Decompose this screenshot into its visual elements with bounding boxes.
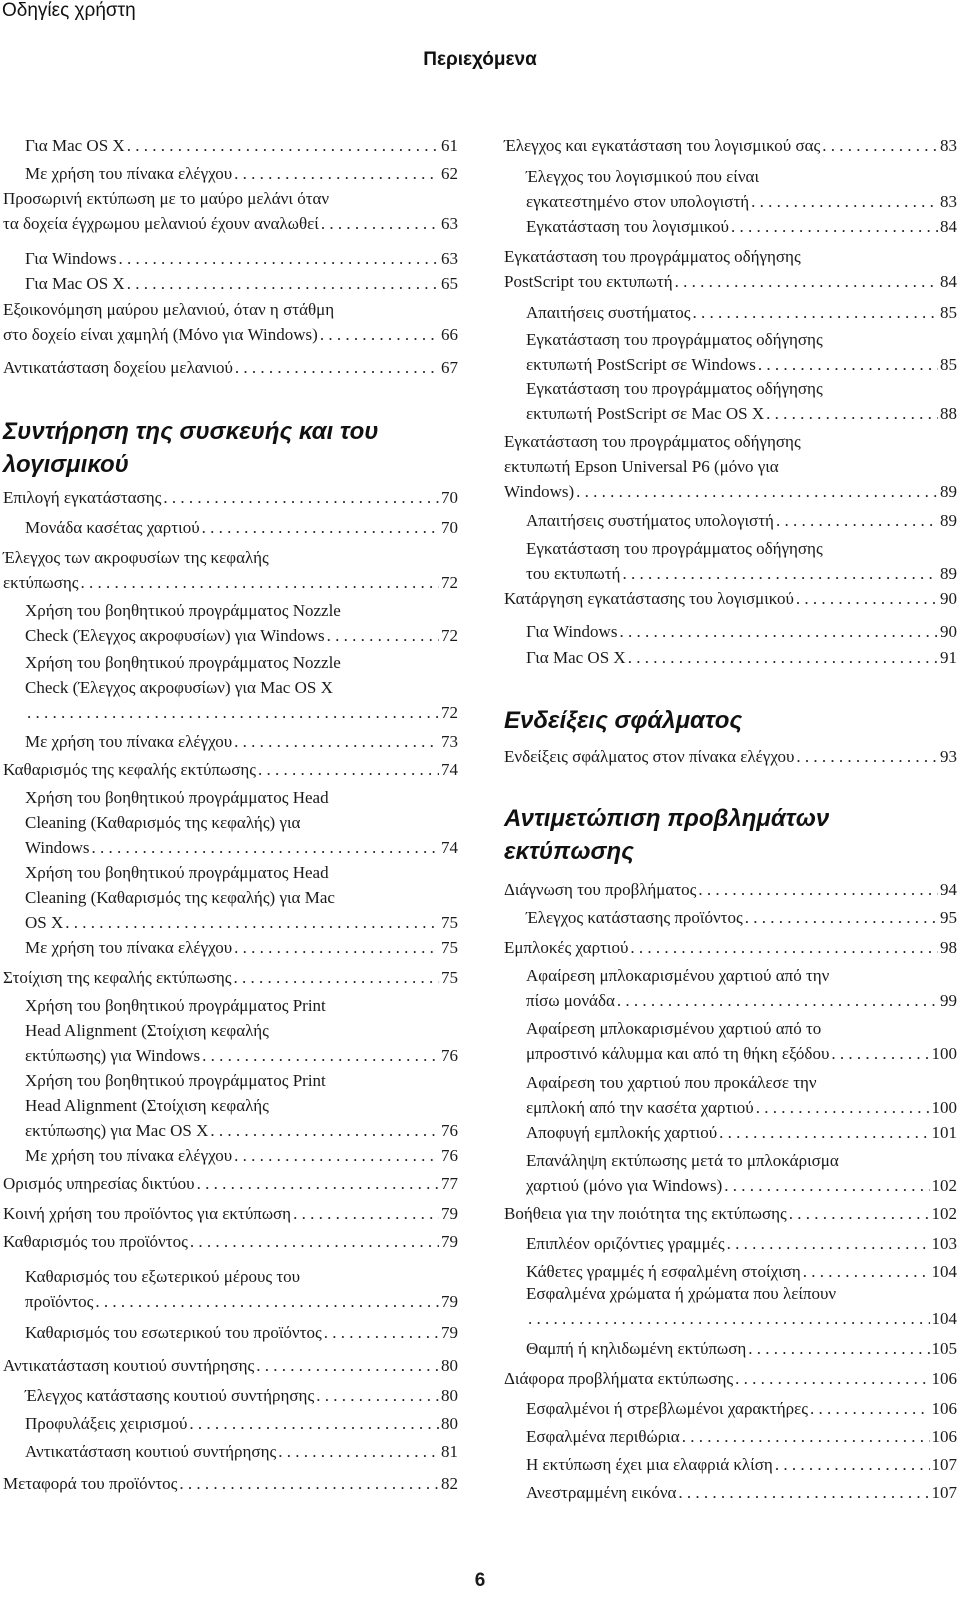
dot-leader — [89, 835, 439, 860]
toc-entry-text: Αφαίρεση του χαρτιού που προκάλεσε την — [526, 1073, 817, 1092]
dot-leader — [319, 211, 439, 236]
toc-entry[interactable] — [3, 161, 458, 186]
toc-page-number: 76 — [441, 1146, 458, 1165]
dot-leader — [195, 1171, 439, 1196]
toc-entry-text: Windows — [25, 838, 90, 857]
toc-page-number: 94 — [940, 880, 957, 899]
toc-page-number: 72 — [441, 573, 458, 592]
toc-entry-text: στο δοχείο είναι χαμηλή (Μόνο για Windows) — [3, 325, 318, 344]
dot-leader — [232, 729, 439, 754]
toc-entry-text: Βοήθεια για την ποιότητα της εκτύπωσης — [504, 1204, 787, 1223]
dot-leader — [729, 214, 938, 239]
toc-entry-text: Επανάληψη εκτύπωσης μετά το μπλοκάρισμα — [526, 1151, 839, 1170]
toc-page-number: 80 — [441, 1356, 458, 1375]
toc-page-number: 82 — [441, 1474, 458, 1493]
toc-entry[interactable] — [3, 1353, 458, 1378]
toc-page-number: 75 — [441, 968, 458, 987]
toc-page-number: 91 — [940, 648, 957, 667]
dot-leader — [749, 189, 938, 214]
toc-entry[interactable] — [3, 545, 458, 595]
dot-leader — [232, 1143, 439, 1168]
toc-page-number: 89 — [940, 564, 957, 583]
toc-entry[interactable] — [504, 1120, 957, 1145]
toc-entry-text: Ορισμός υπηρεσίας δικτύου — [3, 1174, 195, 1193]
toc-entry-text: Ανεστραμμένη εικόνα — [526, 1483, 677, 1502]
toc-page-number: 74 — [441, 760, 458, 779]
toc-page-number: 107 — [931, 1483, 957, 1502]
toc-entry-text: Καθαρισμός της κεφαλής εκτύπωσης — [3, 760, 257, 779]
dot-leader — [79, 570, 439, 595]
toc-entry[interactable] — [504, 376, 957, 426]
toc-page-number: 84 — [940, 217, 957, 236]
dot-leader — [617, 619, 938, 644]
toc-entry-text: Cleaning (Καθαρισμός της κεφαλής) για Mac — [25, 888, 335, 907]
toc-entry-text: Κατάργηση εγκατάστασης του λογισμικού — [504, 589, 794, 608]
toc-entry-text: Προσωρινή εκτύπωση με το μαύρο μελάνι όταν — [3, 189, 330, 208]
toc-entry-text: Χρήση του βοηθητικού προγράμματος Nozzle — [25, 601, 341, 620]
toc-page-number: 103 — [931, 1234, 957, 1253]
toc-page-number: 63 — [441, 249, 458, 268]
dot-leader — [673, 269, 938, 294]
toc-entry[interactable] — [3, 1411, 458, 1436]
toc-page-number: 70 — [441, 488, 458, 507]
dot-leader — [725, 1231, 930, 1256]
toc-entry-text: Cleaning (Καθαρισμός της κεφαλής) για — [25, 813, 301, 832]
toc-entry[interactable] — [504, 1396, 957, 1421]
toc-entry-text: Προφυλάξεις χειρισμού — [25, 1414, 188, 1433]
toc-page-number: 89 — [940, 482, 957, 501]
toc-page-number: 72 — [441, 703, 458, 722]
dot-leader — [200, 515, 439, 540]
dot-leader — [63, 910, 439, 935]
toc-entry-text: Εγκατάσταση του προγράμματος οδήγησης — [526, 330, 823, 349]
dot-leader — [125, 133, 439, 158]
toc-page-number: 70 — [441, 518, 458, 537]
toc-entry[interactable] — [3, 246, 458, 271]
toc-entry[interactable] — [504, 300, 957, 325]
toc-entry-text: Head Alignment (Στοίχιση κεφαλής — [25, 1096, 269, 1115]
page-title: Περιεχόμενα — [423, 49, 537, 70]
toc-entry-text: Απαιτήσεις συστήματος — [526, 303, 691, 322]
dot-leader — [325, 623, 439, 648]
dot-leader — [314, 1383, 439, 1408]
dot-leader — [232, 935, 439, 960]
toc-entry-text: μπροστινό κάλυμμα και από τη θήκη εξόδου — [526, 1044, 830, 1063]
toc-entry-text: Εγκατάσταση του λογισμικού — [526, 217, 729, 236]
toc-page-number: 65 — [441, 274, 458, 293]
toc-entry-text: Κάθετες γραμμές ή εσφαλμένη στοίχιση — [526, 1262, 801, 1281]
toc-entry-text: Εσφαλμένα χρώματα ή χρώματα που λείπουν — [526, 1284, 837, 1303]
toc-page-number: 100 — [931, 1098, 957, 1117]
toc-entry-text: Αντικατάσταση κουτιού συντήρησης — [3, 1356, 255, 1375]
toc-entry-text: Για Windows — [526, 622, 618, 641]
toc-entry[interactable] — [504, 214, 957, 239]
toc-entry[interactable] — [504, 1480, 957, 1505]
toc-entry-text: Αντικατάσταση δοχείου μελανιού — [3, 358, 233, 377]
toc-page-number: 80 — [441, 1414, 458, 1433]
toc-entry-text: Χρήση του βοηθητικού προγράμματος Print — [25, 996, 326, 1015]
toc-page-number: 98 — [940, 938, 957, 957]
toc-entry-text: του εκτυπωτή — [526, 564, 621, 583]
toc-entry-text: Διάφορα προβλήματα εκτύπωσης — [504, 1369, 734, 1388]
toc-entry[interactable] — [504, 1424, 957, 1449]
toc-page-number: 107 — [931, 1455, 957, 1474]
toc-entry[interactable] — [504, 1281, 957, 1331]
toc-page-number: 83 — [940, 136, 957, 155]
toc-entry[interactable] — [504, 1070, 957, 1120]
toc-entry[interactable] — [3, 133, 458, 158]
toc-entry-text: Εγκατάσταση του προγράμματος οδήγησης — [504, 432, 801, 451]
toc-entry[interactable] — [3, 650, 458, 725]
toc-entry-text: Εμπλοκές χαρτιού — [504, 938, 629, 957]
dot-leader — [232, 161, 439, 186]
toc-entry-text: Έλεγχος των ακροφυσίων της κεφαλής — [3, 548, 269, 567]
dot-leader — [756, 352, 938, 377]
toc-entry-text: Στοίχιση της κεφαλής εκτύπωσης — [3, 968, 232, 987]
toc-entry-text: Εσφαλμένα περιθώρια — [526, 1427, 680, 1446]
toc-entry[interactable] — [3, 757, 458, 782]
toc-entry[interactable] — [504, 1452, 957, 1477]
dot-leader — [116, 246, 439, 271]
dot-leader — [177, 1471, 439, 1496]
toc-entry-text: Κοινή χρήση του προϊόντος για εκτύπωση — [3, 1204, 292, 1223]
toc-entry-text: Χρήση του βοηθητικού προγράμματος Head — [25, 788, 329, 807]
toc-entry-text: εκτύπωσης — [3, 573, 79, 592]
toc-entry[interactable] — [3, 271, 458, 296]
toc-page-number: 77 — [441, 1174, 458, 1193]
toc-entry-text: εμπλοκή από την κασέτα χαρτιού — [526, 1098, 754, 1117]
dot-leader — [773, 1452, 930, 1477]
toc-entry[interactable] — [504, 1231, 957, 1256]
toc-entry[interactable] — [504, 877, 957, 902]
toc-page-number: 106 — [931, 1369, 957, 1388]
toc-entry-text: Εσφαλμένοι ή στρεβλωμένοι χαρακτήρες — [526, 1399, 808, 1418]
dot-leader — [276, 1439, 439, 1464]
toc-entry[interactable] — [504, 619, 957, 644]
toc-entry[interactable] — [3, 1439, 458, 1464]
toc-entry-text: Εγκατάσταση του προγράμματος οδήγησης — [526, 379, 823, 398]
dot-leader — [208, 1118, 439, 1143]
dot-leader — [615, 988, 938, 1013]
toc-page-number: 79 — [441, 1323, 458, 1342]
toc-entry-text: Για Mac OS X — [25, 136, 125, 155]
toc-page-number: 95 — [940, 908, 957, 927]
toc-entry-text: Head Alignment (Στοίχιση κεφαλής — [25, 1021, 269, 1040]
toc-entry-text: OS X — [25, 913, 64, 932]
toc-entry-text: Για Windows — [25, 249, 117, 268]
toc-entry-text: Για Mac OS X — [526, 648, 626, 667]
toc-page-number: 85 — [940, 355, 957, 374]
toc-entry[interactable] — [3, 1229, 458, 1254]
toc-entry-text: Check (Έλεγχος ακροφυσίων) για Windows — [25, 626, 325, 645]
toc-page-number: 79 — [441, 1232, 458, 1251]
dot-leader — [746, 1336, 929, 1361]
toc-entry-text: Επιλογή εγκατάστασης — [3, 488, 162, 507]
dot-leader — [820, 133, 938, 158]
toc-page-number: 74 — [441, 838, 458, 857]
toc-entry[interactable] — [504, 244, 957, 294]
toc-entry-text: Η εκτύπωση έχει μια ελαφριά κλίση — [526, 1455, 773, 1474]
toc-entry[interactable] — [3, 860, 458, 935]
dot-leader — [717, 1120, 929, 1145]
toc-page-number: 100 — [931, 1044, 957, 1063]
toc-entry-text: Μεταφορά του προϊόντος — [3, 1474, 178, 1493]
dot-leader — [743, 905, 938, 930]
toc-page-number: 81 — [441, 1442, 458, 1461]
toc-page-number: 90 — [940, 589, 957, 608]
toc-entry-text: Check (Έλεγχος ακροφυσίων) για Mac OS X — [25, 678, 333, 697]
dot-leader — [680, 1424, 930, 1449]
dot-leader — [125, 271, 439, 296]
dot-leader — [808, 1396, 930, 1421]
dot-leader — [291, 1201, 439, 1226]
dot-leader — [676, 1480, 929, 1505]
toc-entry[interactable] — [504, 133, 957, 158]
toc-entry-text: εκτύπωσης) για Mac OS X — [25, 1121, 209, 1140]
toc-entry[interactable] — [504, 905, 957, 930]
toc-entry-text: τα δοχεία έγχρωμου μελανιού έχουν αναλωθεί — [3, 214, 319, 233]
toc-entry-text: Για Mac OS X — [25, 274, 125, 293]
dot-leader — [161, 485, 439, 510]
dot-leader — [233, 355, 439, 380]
toc-page-number: 102 — [931, 1176, 957, 1195]
toc-entry[interactable] — [3, 515, 458, 540]
toc-entry-text: Επιπλέον οριζόντιες γραμμές — [526, 1234, 725, 1253]
toc-entry[interactable] — [3, 993, 458, 1068]
toc-entry-text: Χρήση του βοηθητικού προγράμματος Head — [25, 863, 329, 882]
toc-entry[interactable] — [504, 327, 957, 377]
toc-entry-text: εκτυπωτή PostScript σε Windows — [526, 355, 756, 374]
toc-entry[interactable] — [504, 164, 957, 214]
dot-leader — [620, 561, 938, 586]
toc-entry-text: Αποφυγή εμπλοκής χαρτιού — [526, 1123, 718, 1142]
toc-page-number: 90 — [940, 622, 957, 641]
toc-entry[interactable] — [3, 965, 458, 990]
toc-page-number: 99 — [940, 991, 957, 1010]
toc-page-number: 89 — [940, 511, 957, 530]
toc-entry[interactable] — [3, 785, 458, 860]
toc-page-number: 106 — [931, 1427, 957, 1446]
toc-page-number: 62 — [441, 164, 458, 183]
toc-page-number: 66 — [441, 325, 458, 344]
toc-entry-text: Αφαίρεση μπλοκαρισμένου χαρτιού από το — [526, 1019, 822, 1038]
dot-leader — [25, 700, 439, 725]
toc-entry[interactable] — [3, 1201, 458, 1226]
toc-page-number: 101 — [931, 1123, 957, 1142]
toc-page-number: 75 — [441, 938, 458, 957]
toc-entry[interactable] — [3, 1320, 458, 1345]
toc-entry-text: Διάγνωση του προβλήματος — [504, 880, 697, 899]
toc-page-number: 106 — [931, 1399, 957, 1418]
toc-page-number: 85 — [940, 303, 957, 322]
toc-entry-text: Έλεγχος κατάστασης κουτιού συντήρησης — [25, 1386, 315, 1405]
toc-entry[interactable] — [504, 536, 957, 586]
dot-leader — [696, 877, 938, 902]
toc-entry-text: Μονάδα κασέτας χαρτιού — [25, 518, 200, 537]
toc-entry[interactable] — [3, 1171, 458, 1196]
dot-leader — [256, 757, 439, 782]
toc-entry-text: Χρήση του βοηθητικού προγράμματος Print — [25, 1071, 326, 1090]
toc-page-number: 83 — [940, 192, 957, 211]
toc-page-number: 67 — [441, 358, 458, 377]
toc-entry[interactable] — [504, 508, 957, 533]
toc-entry[interactable] — [3, 935, 458, 960]
toc-entry[interactable] — [3, 355, 458, 380]
toc-entry-text: προϊόντος — [25, 1292, 94, 1311]
dot-leader — [626, 645, 938, 670]
toc-entry-text: Αφαίρεση μπλοκαρισμένου χαρτιού από την — [526, 966, 830, 985]
toc-entry-text: Θαμπή ή κηλιδωμένη εκτύπωση — [526, 1339, 747, 1358]
dot-leader — [794, 586, 938, 611]
dot-leader — [690, 300, 938, 325]
toc-entry-text: Εγκατάσταση του προγράμματος οδήγησης — [526, 539, 823, 558]
toc-entry[interactable] — [504, 1016, 957, 1066]
toc-entry[interactable] — [504, 645, 957, 670]
toc-page-number: 75 — [441, 913, 458, 932]
dot-leader — [93, 1289, 439, 1314]
toc-entry[interactable] — [504, 1201, 957, 1226]
dot-leader — [829, 1041, 929, 1066]
toc-entry[interactable] — [3, 598, 458, 648]
toc-page-number: 84 — [940, 272, 957, 291]
dot-leader — [722, 1173, 929, 1198]
toc-entry-text: Καθαρισμός του εξωτερικού μέρους του — [25, 1267, 301, 1286]
toc-entry-text: Αντικατάσταση κουτιού συντήρησης — [25, 1442, 277, 1461]
toc-page-number: 88 — [940, 404, 957, 423]
toc-section-heading: Ενδείξεις σφάλματος — [504, 707, 743, 734]
toc-entry-text: Windows) — [504, 482, 575, 501]
toc-entry-text: Έλεγχος κατάστασης προϊόντος — [526, 908, 743, 927]
toc-page-number: 79 — [441, 1292, 458, 1311]
dot-leader — [188, 1229, 439, 1254]
toc-entry-text: Με χρήση του πίνακα ελέγχου — [25, 938, 233, 957]
toc-entry[interactable] — [3, 1383, 458, 1408]
dot-leader — [200, 1043, 439, 1068]
toc-entry-text: πίσω μονάδα — [526, 991, 615, 1010]
toc-entry-text: χαρτιού (μόνο για Windows) — [526, 1176, 723, 1195]
toc-page-number: 79 — [441, 1204, 458, 1223]
toc-entry-text: εγκατεστημένο στον υπολογιστή — [526, 192, 750, 211]
toc-entry-text: Έλεγχος και εγκατάσταση του λογισμικού σας — [504, 136, 821, 155]
toc-page-number: 104 — [931, 1262, 957, 1281]
dot-leader — [322, 1320, 439, 1345]
toc-entry[interactable] — [3, 1471, 458, 1496]
toc-entry[interactable] — [3, 485, 458, 510]
dot-leader — [628, 935, 938, 960]
toc-entry-text: Ενδείξεις σφάλματος στον πίνακα ελέγχου — [504, 747, 795, 766]
toc-page-number: 63 — [441, 214, 458, 233]
toc-entry-text: PostScript του εκτυπωτή — [504, 272, 673, 291]
page-number: 6 — [474, 1570, 486, 1591]
toc-entry[interactable] — [3, 297, 458, 347]
toc-entry[interactable] — [504, 1148, 957, 1198]
dot-leader — [764, 401, 938, 426]
toc-entry[interactable] — [504, 429, 957, 504]
toc-section-heading: Συντήρηση της συσκευής και του λογισμικού — [3, 418, 379, 478]
dot-leader — [254, 1353, 439, 1378]
toc-entry-text: εκτύπωσης) για Windows — [25, 1046, 201, 1065]
toc-entry[interactable] — [3, 729, 458, 754]
toc-page-number: 76 — [441, 1046, 458, 1065]
toc-page-number: 72 — [441, 626, 458, 645]
dot-leader — [318, 322, 439, 347]
toc-page-number: 104 — [931, 1309, 957, 1328]
dot-leader — [733, 1366, 929, 1391]
toc-page-number: 102 — [931, 1204, 957, 1223]
toc-page-number: 93 — [940, 747, 957, 766]
toc-entry[interactable] — [504, 586, 957, 611]
toc-entry-text: Με χρήση του πίνακα ελέγχου — [25, 164, 233, 183]
toc-entry[interactable] — [504, 1336, 957, 1361]
toc-page-number: 61 — [441, 136, 458, 155]
toc-entry[interactable] — [504, 744, 957, 769]
toc-entry[interactable] — [3, 1068, 458, 1143]
dot-leader — [794, 744, 938, 769]
toc-entry-text: Εγκατάσταση του προγράμματος οδήγησης — [504, 247, 801, 266]
dot-leader — [754, 1095, 930, 1120]
toc-entry-text: εκτυπωτή Epson Universal P6 (μόνο για — [504, 457, 779, 476]
toc-entry[interactable] — [3, 1143, 458, 1168]
toc-entry-text: Απαιτήσεις συστήματος υπολογιστή — [526, 511, 774, 530]
toc-entry-text: Καθαρισμός του εσωτερικού του προϊόντος — [25, 1323, 322, 1342]
toc-entry-text: Χρήση του βοηθητικού προγράμματος Nozzle — [25, 653, 341, 672]
toc-entry[interactable] — [504, 935, 957, 960]
document-title: Οδηγίες χρήστη — [2, 0, 136, 21]
dot-leader — [232, 965, 439, 990]
toc-entry-text: Με χρήση του πίνακα ελέγχου — [25, 1146, 233, 1165]
toc-page-number: 73 — [441, 732, 458, 751]
toc-section-heading: Αντιμετώπιση προβλημάτων εκτύπωσης — [504, 805, 830, 865]
toc-entry-text: Εξοικονόμηση μαύρου μελανιού, όταν η στάθμη — [3, 300, 335, 319]
toc-entry[interactable] — [3, 1264, 458, 1314]
dot-leader — [187, 1411, 439, 1436]
toc-page-number: 76 — [441, 1121, 458, 1140]
dot-leader — [574, 479, 938, 504]
dot-leader — [774, 508, 938, 533]
toc-page-number: 80 — [441, 1386, 458, 1405]
toc-entry-text: εκτυπωτή PostScript σε Mac OS X — [526, 404, 765, 423]
toc-entry[interactable] — [504, 1366, 957, 1391]
toc-entry-text: Με χρήση του πίνακα ελέγχου — [25, 732, 233, 751]
toc-entry[interactable] — [3, 186, 458, 236]
toc-entry-text: Έλεγχος του λογισμικού που είναι — [526, 167, 760, 186]
toc-entry-text: Καθαρισμός του προϊόντος — [3, 1232, 188, 1251]
dot-leader — [787, 1201, 930, 1226]
toc-page-number: 105 — [931, 1339, 957, 1358]
dot-leader — [526, 1306, 930, 1331]
toc-entry[interactable] — [504, 963, 957, 1013]
